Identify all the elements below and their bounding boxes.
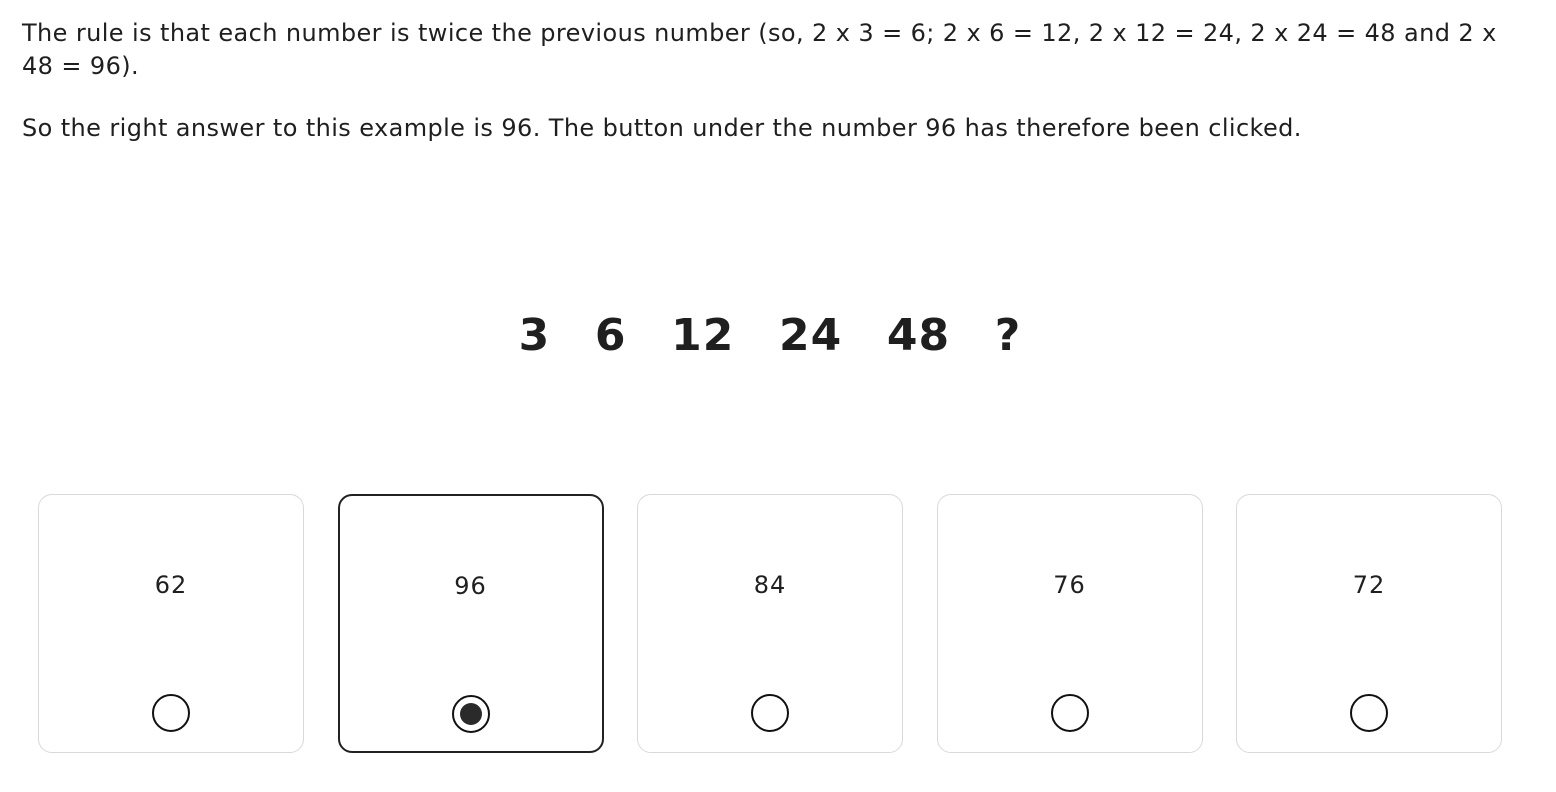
radio-button[interactable] — [452, 695, 490, 733]
radio-button[interactable] — [1350, 694, 1388, 732]
answer-option-3[interactable] — [637, 494, 903, 753]
answer-option-1[interactable] — [38, 494, 304, 753]
radio-button[interactable] — [1051, 694, 1089, 732]
answer-option-label: 76 — [1053, 571, 1086, 599]
number-sequence: 3 6 12 24 48 ? — [518, 310, 1022, 361]
answer-option-4[interactable] — [937, 494, 1203, 753]
radio-selected-dot — [460, 703, 482, 725]
instruction-answer-text: So the right answer to this example is 96. The button under the number 96 has therefore been clicked. — [22, 114, 1302, 142]
answer-option-label: 72 — [1352, 571, 1386, 599]
instructions — [22, 17, 1522, 145]
answer-option-label: 96 — [454, 572, 487, 600]
answer-option-label: 62 — [154, 571, 188, 599]
answer-option-label: 84 — [753, 571, 787, 599]
radio-button[interactable] — [152, 694, 190, 732]
radio-button[interactable] — [751, 694, 789, 732]
answer-option-5[interactable] — [1236, 494, 1502, 753]
answer-options — [38, 494, 1502, 753]
instruction-rule-text: The rule is that each number is twice the previous number (so, 2 x 3 = 6; 2 x 6 = 12, 2 x 12 = 24, 2 x 24 = 48 and 2 x 48 = 96). — [22, 19, 1497, 80]
answer-option-2[interactable] — [338, 494, 604, 753]
